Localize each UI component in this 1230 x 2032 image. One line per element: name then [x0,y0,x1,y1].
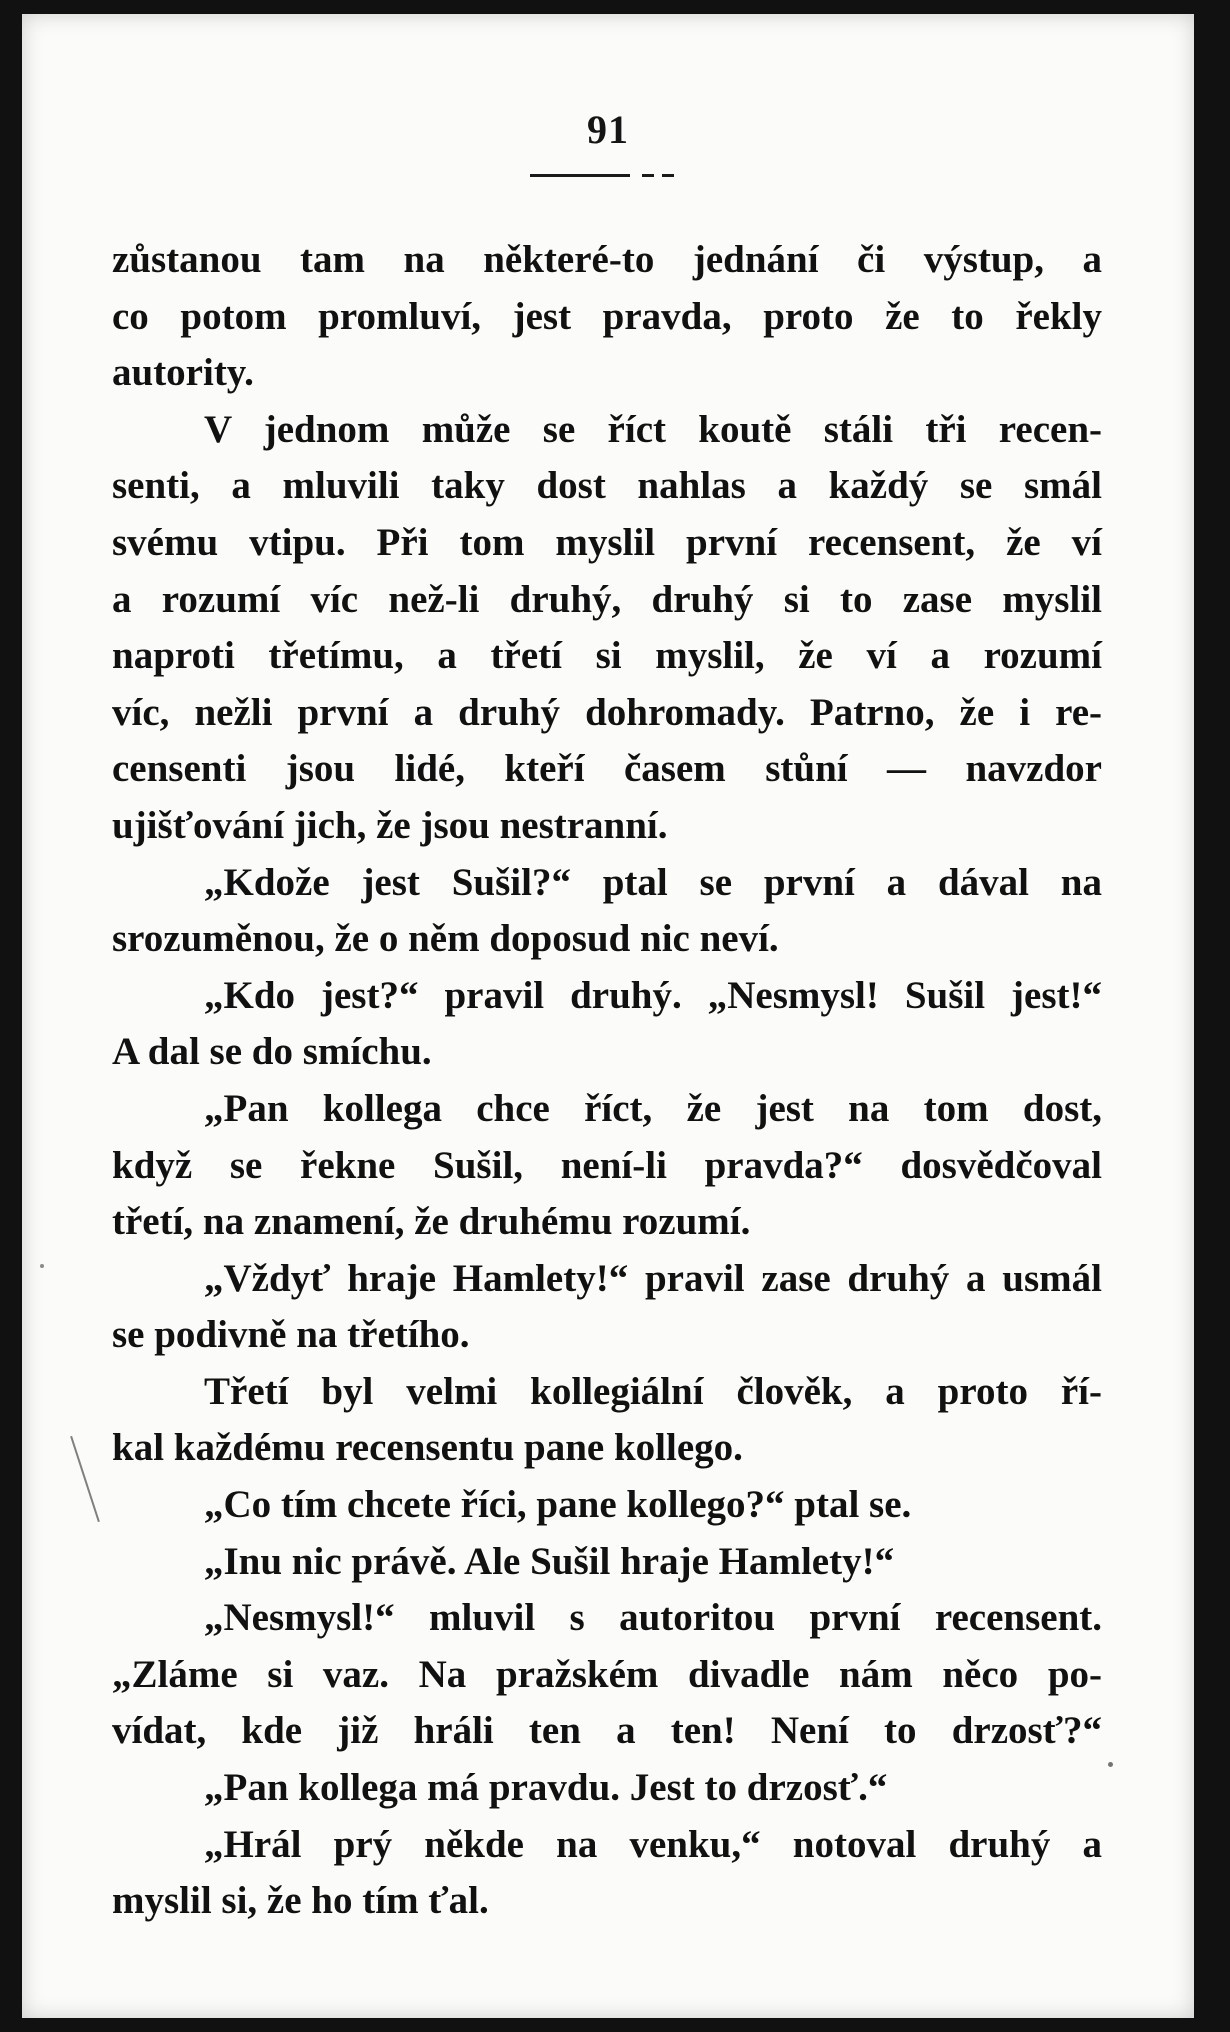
text-line: ujišťování jich, že jsou nestranní. [112,803,668,847]
text-line: víc, nežli první a druhý dohromady. Patrno, že i re- [112,690,1102,734]
text-line: myslil si, že ho tím ťal. [112,1879,489,1923]
text-line: „Zláme si vaz. Na pražském divadle nám něco po- [112,1652,1102,1696]
text-line: „Hrál prý někde na venku,“ notoval druhý a [204,1822,1102,1866]
scan-speck [1108,1762,1113,1767]
text-line: třetí, na znamení, že druhému rozumí. [112,1200,751,1244]
text-line: censenti jsou lidé, kteří časem stůní — navzdor [112,747,1102,791]
text-line: naproti třetímu, a třetí si myslil, že ví a rozumí [112,634,1102,678]
text-line: autority. [112,351,254,395]
text-line: srozuměnou, že o něm doposud nic neví. [112,917,779,961]
text-line: když se řekne Sušil, není-li pravda?“ dosvědčoval [112,1143,1102,1187]
text-line: „Kdo jest?“ pravil druhý. „Nesmysl! Sušil jest!“ [204,973,1102,1017]
page-number-rule [530,174,630,177]
text-line: „Inu nic právě. Ale Sušil hraje Hamlety!“ [204,1539,895,1583]
book-page [22,14,1194,2018]
text-line: co potom promluví, jest pravda, proto že to řekly [112,294,1102,338]
text-line: a rozumí víc než-li druhý, druhý si to zase myslil [112,577,1102,621]
text-line: Třetí byl velmi kollegiální člověk, a proto ří- [204,1369,1102,1413]
text-line: svému vtipu. Při tom myslil první recensent, že ví [112,520,1102,564]
scan-speck [40,1264,44,1268]
text-line: „Pan kollega chce říct, že jest na tom dost, [204,1086,1102,1130]
page-number-rule-dashes [642,174,682,177]
body-text [112,232,1102,1930]
text-line: „Co tím chcete říci, pane kollego?“ ptal se. [204,1483,912,1527]
text-line: „Nesmysl!“ mluvil s autoritou první recensent. [204,1596,1102,1640]
text-line: se podivně na třetího. [112,1313,470,1357]
text-line: A dal se do smíchu. [112,1030,432,1074]
text-line: senti, a mluvili taky dost nahlas a každý se smál [112,464,1102,508]
text-line: „Kdože jest Sušil?“ ptal se první a dával na [204,860,1102,904]
text-line: „Vždyť hraje Hamlety!“ pravil zase druhý a usmál [204,1256,1102,1300]
text-line: zůstanou tam na některé-to jednání či výstup, a [112,238,1102,281]
text-line: vídat, kde již hráli ten a ten! Není to drzosť?“ [112,1709,1102,1753]
scan-edge-mark [70,1436,100,1522]
text-line: V jednom může se říct koutě stáli tři recen- [204,407,1102,451]
page-number: 91 [587,107,629,152]
text-line: kal každému recensentu pane kollego. [112,1426,743,1470]
text-line: „Pan kollega má pravdu. Jest to drzosť.“ [204,1766,888,1810]
